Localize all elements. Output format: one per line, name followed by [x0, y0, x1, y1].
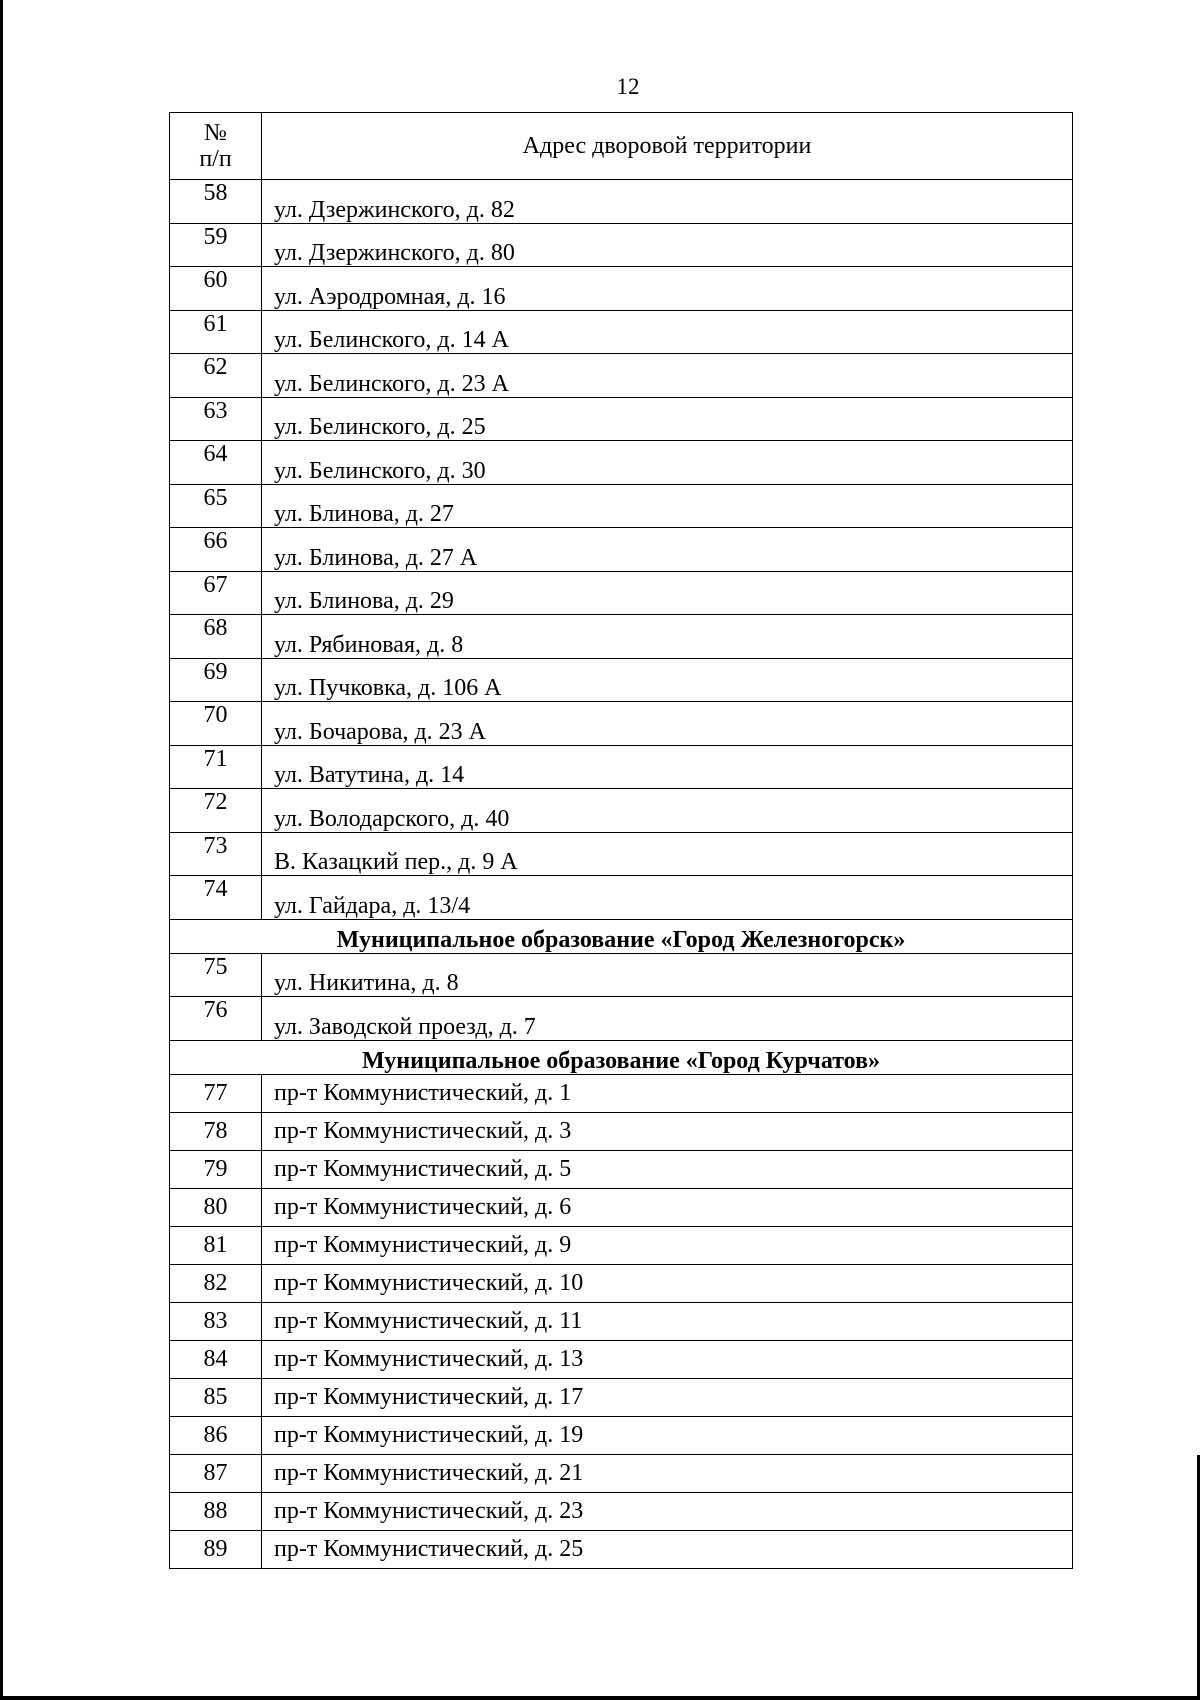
table-row: [170, 953, 1073, 997]
row-number-cell: 58: [170, 180, 262, 224]
table-row: [170, 1378, 1073, 1416]
row-number-cell: 64: [170, 441, 262, 485]
row-address-cell: ул. Блинова, д. 29: [262, 571, 1073, 615]
row-number-cell: 82: [170, 1264, 262, 1302]
table-row: [170, 615, 1073, 659]
table-row: [170, 1264, 1073, 1302]
row-number-cell: 76: [170, 997, 262, 1041]
row-number-cell: 71: [170, 745, 262, 789]
table-row: [170, 1188, 1073, 1226]
row-address-cell: пр-т Коммунистический, д. 10: [262, 1264, 1073, 1302]
row-address-cell: ул. Блинова, д. 27 А: [262, 528, 1073, 572]
row-number-cell: 88: [170, 1492, 262, 1530]
row-address-cell: ул. Белинского, д. 30: [262, 441, 1073, 485]
table-row: [170, 702, 1073, 746]
number-header-line1: №: [204, 120, 227, 146]
row-address-cell: ул. Гайдара, д. 13/4: [262, 876, 1073, 920]
table-row: [170, 997, 1073, 1041]
page-number: 12: [616, 74, 640, 99]
row-address-cell: ул. Блинова, д. 27: [262, 484, 1073, 528]
scan-edge-left: [0, 0, 3, 1700]
row-number-cell: 87: [170, 1454, 262, 1492]
table-row: [170, 876, 1073, 920]
section-title: Муниципальное образование «Город Курчатов»: [170, 1040, 1073, 1074]
row-number-cell: 86: [170, 1416, 262, 1454]
row-number-cell: 73: [170, 832, 262, 876]
scan-edge-bottom: [0, 1696, 1200, 1700]
table-row: [170, 1340, 1073, 1378]
table-row: [170, 658, 1073, 702]
row-number-cell: 63: [170, 397, 262, 441]
table-row: [170, 180, 1073, 224]
table-row: [170, 484, 1073, 528]
row-address-cell: ул. Рябиновая, д. 8: [262, 615, 1073, 659]
row-number-cell: 66: [170, 528, 262, 572]
table-row: [170, 1492, 1073, 1530]
table-row: [170, 1302, 1073, 1340]
row-address-cell: пр-т Коммунистический, д. 6: [262, 1188, 1073, 1226]
row-number-cell: 85: [170, 1378, 262, 1416]
row-address-cell: пр-т Коммунистический, д. 5: [262, 1150, 1073, 1188]
table-row: [170, 1112, 1073, 1150]
section-header-row: [170, 1040, 1073, 1074]
row-address-cell: пр-т Коммунистический, д. 13: [262, 1340, 1073, 1378]
row-address-cell: пр-т Коммунистический, д. 19: [262, 1416, 1073, 1454]
row-number-cell: 61: [170, 310, 262, 354]
row-address-cell: пр-т Коммунистический, д. 25: [262, 1530, 1073, 1568]
table-row: [170, 1150, 1073, 1188]
row-address-cell: ул. Аэродромная, д. 16: [262, 267, 1073, 311]
table-row: [170, 1530, 1073, 1568]
number-header-line2: п/п: [199, 146, 232, 172]
table-row: [170, 441, 1073, 485]
table-row: [170, 1454, 1073, 1492]
row-address-cell: ул. Бочарова, д. 23 А: [262, 702, 1073, 746]
row-number-cell: 62: [170, 354, 262, 398]
table-row: [170, 571, 1073, 615]
table-row: [170, 1074, 1073, 1112]
row-number-cell: 84: [170, 1340, 262, 1378]
table-row: [170, 745, 1073, 789]
table-header-row: [170, 113, 1073, 180]
row-number-cell: 69: [170, 658, 262, 702]
row-number-cell: 83: [170, 1302, 262, 1340]
row-number-cell: 68: [170, 615, 262, 659]
row-address-cell: пр-т Коммунистический, д. 3: [262, 1112, 1073, 1150]
row-number-cell: 65: [170, 484, 262, 528]
section-header-row: [170, 919, 1073, 953]
table-row: [170, 528, 1073, 572]
row-address-cell: ул. Володарского, д. 40: [262, 789, 1073, 833]
table-row: [170, 310, 1073, 354]
row-number-cell: 72: [170, 789, 262, 833]
row-address-cell: ул. Пучковка, д. 106 А: [262, 658, 1073, 702]
row-number-cell: 80: [170, 1188, 262, 1226]
table-row: [170, 1226, 1073, 1264]
table-row: [170, 223, 1073, 267]
row-address-cell: ул. Дзержинского, д. 80: [262, 223, 1073, 267]
table-row: [170, 1416, 1073, 1454]
address-table: [169, 112, 1073, 1569]
section-title: Муниципальное образование «Город Железногорск»: [170, 919, 1073, 953]
row-address-cell: пр-т Коммунистический, д. 11: [262, 1302, 1073, 1340]
row-number-cell: 67: [170, 571, 262, 615]
number-column-header: [170, 113, 262, 180]
row-address-cell: пр-т Коммунистический, д. 17: [262, 1378, 1073, 1416]
row-address-cell: ул. Ватутина, д. 14: [262, 745, 1073, 789]
row-number-cell: 89: [170, 1530, 262, 1568]
row-number-cell: 79: [170, 1150, 262, 1188]
row-address-cell: ул. Заводской проезд, д. 7: [262, 997, 1073, 1041]
row-number-cell: 78: [170, 1112, 262, 1150]
table-row: [170, 267, 1073, 311]
row-address-cell: пр-т Коммунистический, д. 9: [262, 1226, 1073, 1264]
row-address-cell: пр-т Коммунистический, д. 21: [262, 1454, 1073, 1492]
table-row: [170, 789, 1073, 833]
table-row: [170, 354, 1073, 398]
table-body: [170, 180, 1073, 1569]
row-address-cell: пр-т Коммунистический, д. 23: [262, 1492, 1073, 1530]
row-address-cell: ул. Белинского, д. 25: [262, 397, 1073, 441]
row-number-cell: 81: [170, 1226, 262, 1264]
row-number-cell: 74: [170, 876, 262, 920]
row-number-cell: 70: [170, 702, 262, 746]
table-row: [170, 832, 1073, 876]
row-address-cell: В. Казацкий пер., д. 9 А: [262, 832, 1073, 876]
row-number-cell: 77: [170, 1074, 262, 1112]
row-address-cell: ул. Никитина, д. 8: [262, 953, 1073, 997]
row-number-cell: 60: [170, 267, 262, 311]
row-address-cell: ул. Дзержинского, д. 82: [262, 180, 1073, 224]
row-number-cell: 75: [170, 953, 262, 997]
table-row: [170, 397, 1073, 441]
row-address-cell: ул. Белинского, д. 14 А: [262, 310, 1073, 354]
row-address-cell: пр-т Коммунистический, д. 1: [262, 1074, 1073, 1112]
row-address-cell: ул. Белинского, д. 23 А: [262, 354, 1073, 398]
address-column-header: Адрес дворовой территории: [262, 113, 1073, 180]
row-number-cell: 59: [170, 223, 262, 267]
